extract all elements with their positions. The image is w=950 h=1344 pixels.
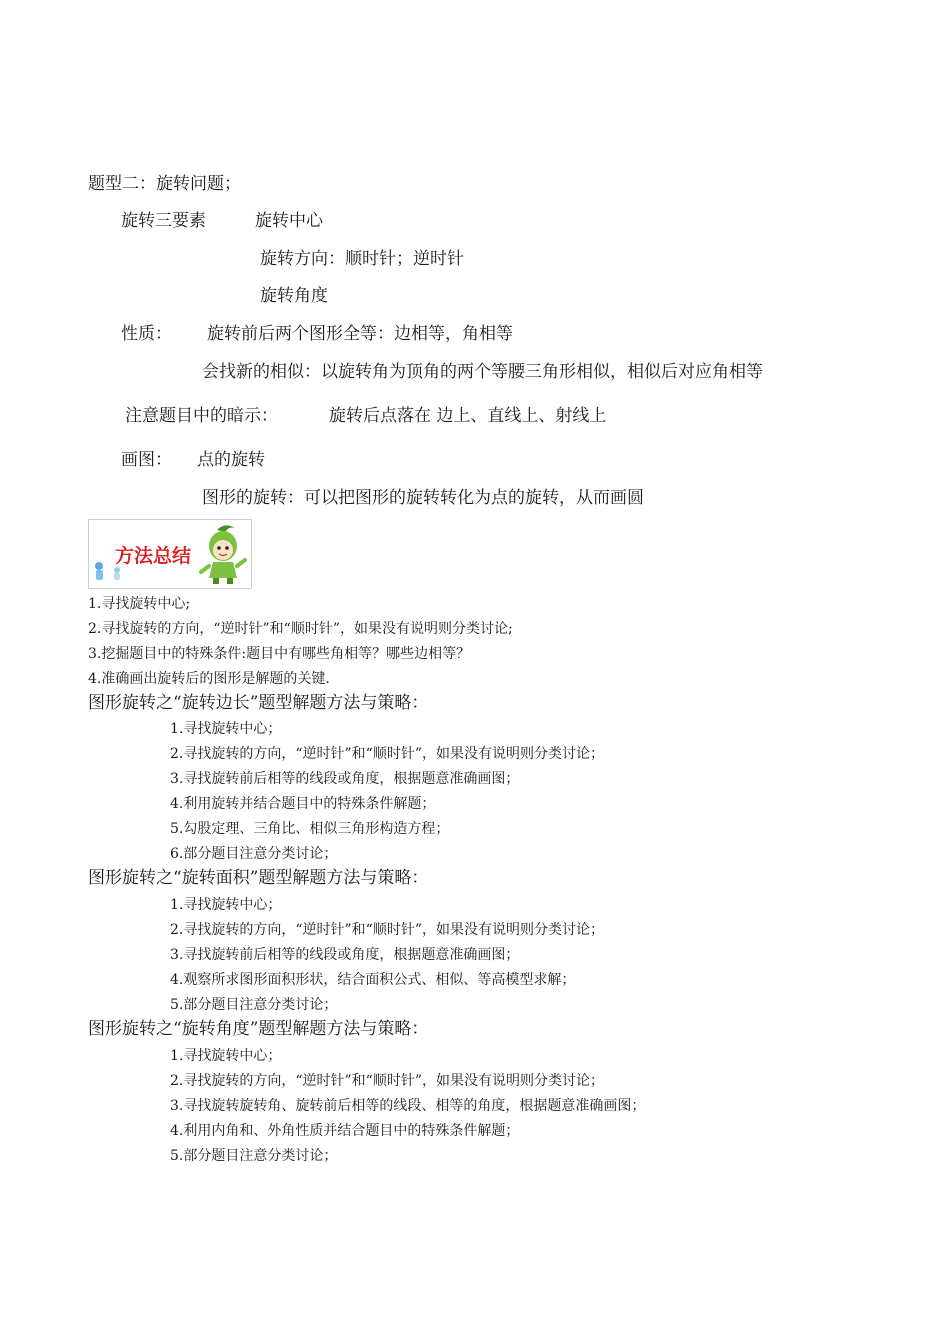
list-item: 3.寻找旋转前后相等的线段或角度，根据题意准确画图； bbox=[170, 771, 520, 787]
list-item: 2.寻找旋转的方向，“逆时针”和“顺时针”，如果没有说明则分类讨论； bbox=[170, 922, 604, 938]
cartoon-character bbox=[201, 525, 245, 584]
list-item: 3.寻找旋转前后相等的线段或角度，根据题意准确画图； bbox=[170, 947, 520, 963]
property-similar: 会找新的相似：以旋转角为顶角的两个等腰三角形相似，相似后对应角相等 bbox=[202, 362, 763, 382]
summary-item: 2.寻找旋转的方向，“逆时针”和“顺时针”，如果没有说明则分类讨论; bbox=[88, 621, 513, 637]
drawing-label: 画图： bbox=[121, 450, 172, 470]
list-item: 4.利用内角和、外角性质并结合题目中的特殊条件解题； bbox=[170, 1123, 520, 1139]
summary-item: 3.挖掘题目中的特殊条件:题目中有哪些角相等？哪些边相等？ bbox=[88, 646, 471, 662]
list-item: 5.部分题目注意分类讨论； bbox=[170, 1148, 338, 1164]
list-item: 6.部分题目注意分类讨论； bbox=[170, 846, 338, 862]
summary-item: 4.准确画出旋转后的图形是解题的关键. bbox=[88, 671, 330, 687]
section-heading: 题型二：旋转问题； bbox=[88, 174, 241, 194]
elements-label: 旋转三要素 bbox=[121, 211, 206, 231]
list-item: 5.勾股定理、三角比、相似三角形构造方程； bbox=[170, 821, 450, 837]
list-item: 2.寻找旋转的方向，“逆时针”和“顺时针”，如果没有说明则分类讨论； bbox=[170, 746, 604, 762]
properties-label: 性质： bbox=[121, 324, 172, 344]
summary-item: 1.寻找旋转中心; bbox=[88, 596, 191, 612]
list-item: 1.寻找旋转中心； bbox=[170, 897, 282, 913]
list-item: 5.部分题目注意分类讨论； bbox=[170, 997, 338, 1013]
property-congruent: 旋转前后两个图形全等：边相等，角相等 bbox=[207, 324, 513, 344]
method-summary-illustration bbox=[89, 520, 251, 588]
hint-text: 旋转后点落在 边上、直线上、射线上 bbox=[329, 406, 607, 426]
list-item: 3.寻找旋转旋转角、旋转前后相等的线段、相等的角度，根据题意准确画图； bbox=[170, 1098, 646, 1114]
section-title-angle: 图形旋转之“旋转角度”题型解题方法与策略： bbox=[88, 1019, 429, 1039]
list-item: 1.寻找旋转中心； bbox=[170, 1048, 282, 1064]
list-item: 4.观察所求图形面积形状，结合面积公式、相似、等高模型求解； bbox=[170, 972, 576, 988]
section-title-area: 图形旋转之“旋转面积”题型解题方法与策略： bbox=[88, 868, 429, 888]
element-center: 旋转中心 bbox=[255, 211, 323, 231]
element-direction: 旋转方向：顺时针；逆时针 bbox=[260, 249, 464, 269]
list-item: 1.寻找旋转中心； bbox=[170, 721, 282, 737]
drawing-figure: 图形的旋转：可以把图形的旋转转化为点的旋转，从而画圆 bbox=[202, 488, 644, 508]
section-title-side-length: 图形旋转之“旋转边长”题型解题方法与策略： bbox=[88, 693, 429, 713]
hint-label: 注意题目中的暗示： bbox=[125, 406, 278, 426]
method-summary-banner bbox=[88, 519, 252, 589]
banner-text: 方法总结 bbox=[115, 545, 192, 567]
list-item: 4.利用旋转并结合题目中的特殊条件解题； bbox=[170, 796, 436, 812]
drawing-point: 点的旋转 bbox=[197, 450, 265, 470]
list-item: 2.寻找旋转的方向，“逆时针”和“顺时针”，如果没有说明则分类讨论； bbox=[170, 1073, 604, 1089]
element-angle: 旋转角度 bbox=[260, 286, 328, 306]
